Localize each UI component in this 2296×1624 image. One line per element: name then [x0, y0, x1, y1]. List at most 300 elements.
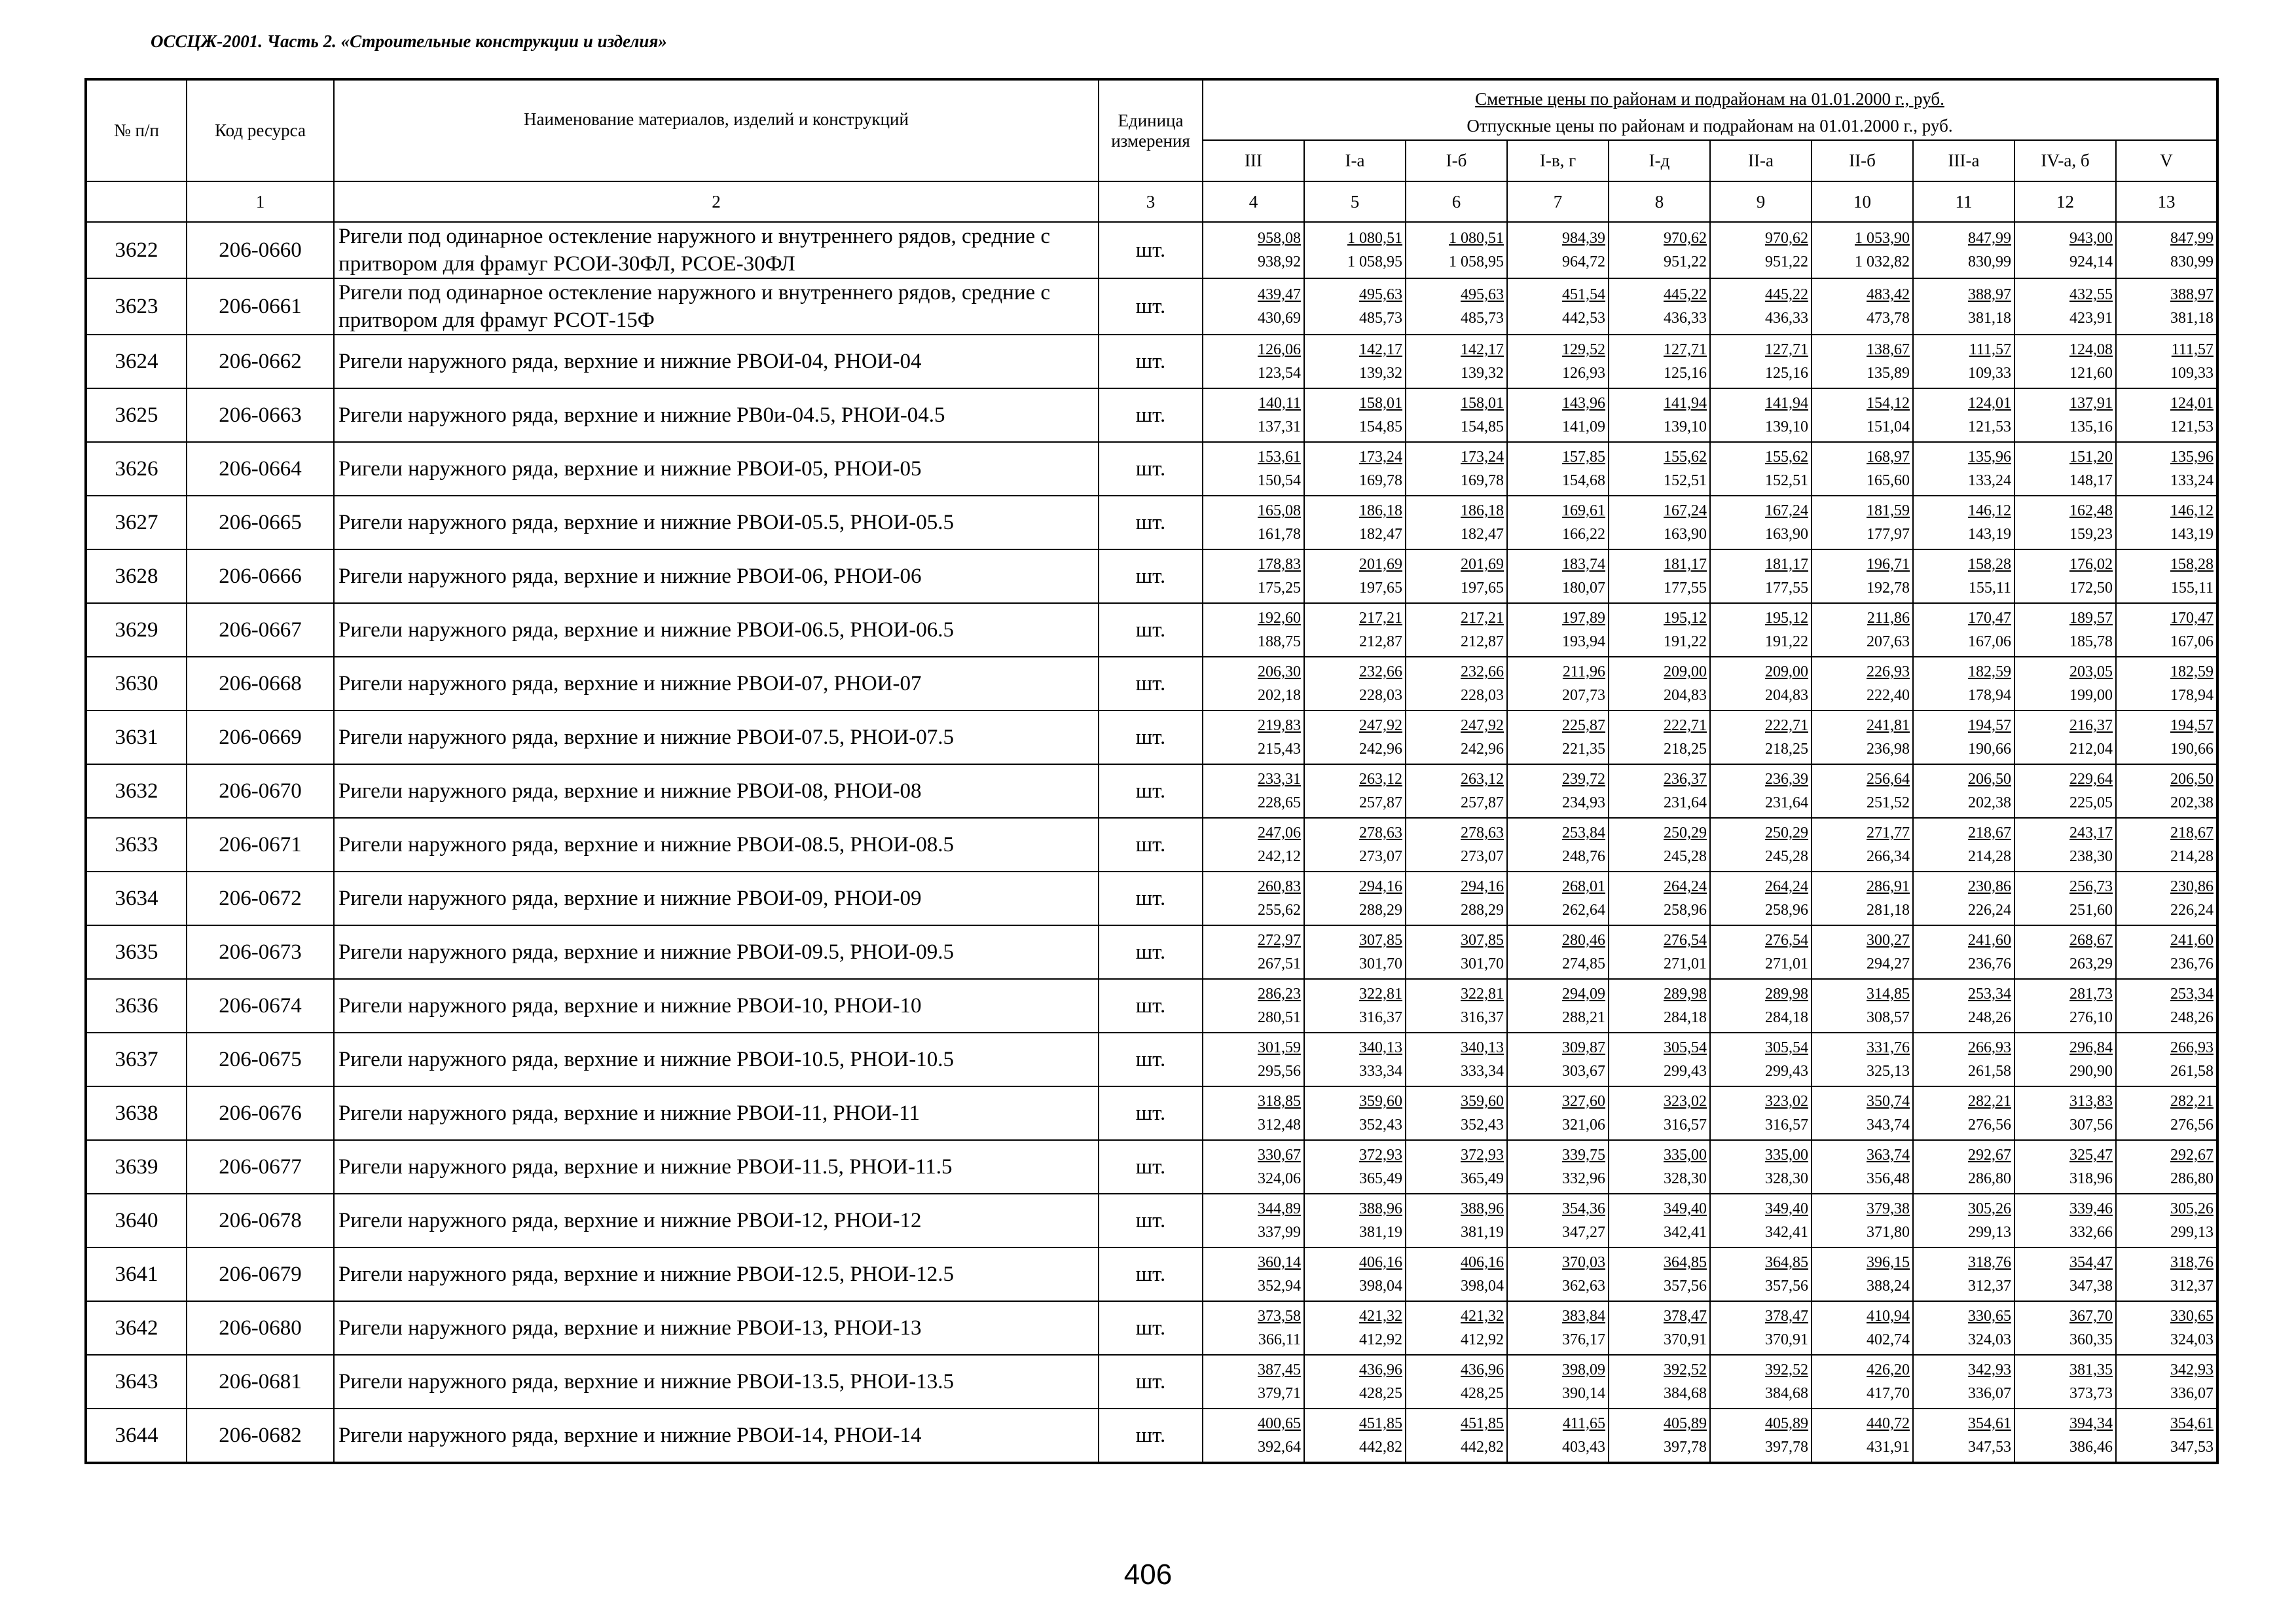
release-price: 207,63 — [1867, 633, 1910, 650]
price-cell — [1304, 442, 1406, 496]
row-number: 3633 — [86, 818, 187, 872]
release-price: 234,93 — [1562, 794, 1605, 811]
price-cell — [1812, 1086, 1913, 1140]
release-price: 308,57 — [1867, 1009, 1910, 1026]
release-price: 245,28 — [1664, 848, 1707, 865]
estimate-price: 388,97 — [1968, 286, 2011, 303]
release-price: 266,34 — [1867, 848, 1910, 865]
release-price: 371,80 — [1867, 1224, 1910, 1241]
resource-code: 206-0678 — [187, 1194, 334, 1247]
release-price: 332,66 — [2069, 1224, 2113, 1241]
row-number: 3630 — [86, 657, 187, 710]
release-price: 271,01 — [1765, 955, 1808, 972]
estimate-price: 230,86 — [1968, 878, 2011, 895]
price-cell — [1710, 710, 1812, 764]
release-price: 360,35 — [2069, 1331, 2113, 1348]
estimate-price: 186,18 — [1359, 502, 1402, 519]
row-number: 3625 — [86, 388, 187, 442]
release-price: 242,12 — [1258, 848, 1301, 865]
release-price: 150,54 — [1258, 472, 1301, 489]
release-price: 236,76 — [2170, 955, 2214, 972]
estimate-price: 354,61 — [1968, 1415, 2011, 1432]
release-price: 185,78 — [2069, 633, 2113, 650]
unit: шт. — [1099, 388, 1203, 442]
estimate-price: 138,67 — [1867, 341, 1910, 358]
release-price: 288,29 — [1461, 902, 1504, 919]
estimate-price: 286,91 — [1867, 878, 1910, 895]
estimate-price: 400,65 — [1258, 1415, 1301, 1432]
estimate-price: 256,64 — [1867, 771, 1910, 788]
release-price: 381,18 — [2170, 310, 2214, 327]
release-price: 191,22 — [1765, 633, 1808, 650]
price-cell — [1507, 1247, 1609, 1301]
resource-code: 206-0664 — [187, 442, 334, 496]
estimate-price: 173,24 — [1359, 449, 1402, 466]
estimate-price: 984,39 — [1562, 230, 1605, 247]
table-row — [86, 979, 2217, 1033]
price-cell — [1203, 818, 1304, 872]
estimate-price: 264,24 — [1765, 878, 1808, 895]
price-cell — [1203, 222, 1304, 278]
release-price: 288,21 — [1562, 1009, 1605, 1026]
estimate-price: 211,96 — [1562, 663, 1605, 680]
release-price: 202,18 — [1258, 687, 1301, 704]
price-cell — [2116, 1409, 2217, 1463]
table-row — [86, 1301, 2217, 1355]
estimate-price: 206,50 — [2170, 771, 2214, 788]
table-row — [86, 818, 2217, 872]
price-cell — [1913, 278, 2014, 335]
estimate-price: 140,11 — [1258, 395, 1301, 412]
estimate-price: 387,45 — [1258, 1361, 1301, 1378]
price-cell — [1913, 1247, 2014, 1301]
price-cell — [1203, 278, 1304, 335]
release-price: 288,29 — [1359, 902, 1402, 919]
resource-code: 206-0675 — [187, 1033, 334, 1086]
release-price: 295,56 — [1258, 1063, 1301, 1080]
release-price: 312,48 — [1258, 1116, 1301, 1134]
price-cell — [1812, 335, 1913, 388]
estimate-price: 405,89 — [1765, 1415, 1808, 1432]
release-price: 301,70 — [1359, 955, 1402, 972]
item-name: Ригели наружного ряда, верхние и нижние РВОИ-09.5, РНОИ-09.5 — [334, 925, 1099, 979]
resource-code: 206-0668 — [187, 657, 334, 710]
release-price: 165,60 — [1867, 472, 1910, 489]
release-price: 299,13 — [2170, 1224, 2214, 1241]
price-cell — [2116, 222, 2217, 278]
price-cell — [1710, 1247, 1812, 1301]
price-cell — [1304, 278, 1406, 335]
estimate-price: 217,21 — [1461, 610, 1504, 627]
price-cell — [1406, 1355, 1507, 1409]
estimate-price: 263,12 — [1461, 771, 1504, 788]
price-cell — [1507, 1086, 1609, 1140]
price-cell — [1710, 1301, 1812, 1355]
table-row — [86, 1140, 2217, 1194]
estimate-price: 127,71 — [1765, 341, 1808, 358]
estimate-price: 436,96 — [1461, 1361, 1504, 1378]
price-cell — [1609, 1247, 1710, 1301]
release-price: 139,32 — [1461, 365, 1504, 382]
estimate-price: 432,55 — [2069, 286, 2113, 303]
estimate-price: 178,83 — [1258, 556, 1301, 573]
estimate-price: 301,59 — [1258, 1039, 1301, 1056]
release-price: 442,53 — [1562, 310, 1605, 327]
price-cell — [1507, 818, 1609, 872]
release-price: 141,09 — [1562, 418, 1605, 435]
price-cell — [1913, 1301, 2014, 1355]
price-cell — [1710, 979, 1812, 1033]
table-row — [86, 1247, 2217, 1301]
price-cell — [1507, 764, 1609, 818]
estimate-price: 359,60 — [1359, 1093, 1402, 1110]
estimate-price: 165,08 — [1258, 502, 1301, 519]
release-price: 398,04 — [1359, 1278, 1402, 1295]
release-price: 143,19 — [1968, 526, 2011, 543]
estimate-price: 232,66 — [1359, 663, 1402, 680]
release-price: 133,24 — [2170, 472, 2214, 489]
estimate-price: 340,13 — [1359, 1039, 1402, 1056]
estimate-price: 495,63 — [1359, 286, 1402, 303]
estimate-price: 421,32 — [1359, 1308, 1402, 1325]
resource-code: 206-0681 — [187, 1355, 334, 1409]
release-price: 257,87 — [1359, 794, 1402, 811]
resource-code: 206-0672 — [187, 872, 334, 925]
column-number: 4 — [1203, 181, 1304, 222]
price-cell — [1812, 278, 1913, 335]
price-cell — [1507, 979, 1609, 1033]
release-price: 430,69 — [1258, 310, 1301, 327]
resource-code: 206-0663 — [187, 388, 334, 442]
estimate-price: 378,47 — [1664, 1308, 1707, 1325]
row-number: 3640 — [86, 1194, 187, 1247]
release-price: 258,96 — [1664, 902, 1707, 919]
price-cell — [1710, 496, 1812, 549]
unit: шт. — [1099, 549, 1203, 603]
estimate-price: 276,54 — [1765, 932, 1808, 949]
release-price: 485,73 — [1359, 310, 1402, 327]
price-cell — [1203, 496, 1304, 549]
estimate-price: 253,34 — [1968, 986, 2011, 1003]
price-cell — [1609, 872, 1710, 925]
estimate-price: 342,93 — [2170, 1361, 2214, 1378]
release-price: 154,85 — [1461, 418, 1504, 435]
release-price: 121,53 — [2170, 418, 2214, 435]
release-price: 263,29 — [2069, 955, 2113, 972]
estimate-price: 239,72 — [1562, 771, 1605, 788]
price-cell — [1609, 335, 1710, 388]
price-table — [84, 78, 2219, 1464]
unit: шт. — [1099, 1194, 1203, 1247]
release-price: 324,03 — [2170, 1331, 2214, 1348]
price-cell — [1304, 979, 1406, 1033]
release-price: 222,40 — [1867, 687, 1910, 704]
estimate-price: 370,03 — [1562, 1254, 1605, 1271]
price-cell — [1913, 1086, 2014, 1140]
release-price: 207,73 — [1562, 687, 1605, 704]
estimate-price: 313,83 — [2069, 1093, 2113, 1110]
price-cell — [1203, 1033, 1304, 1086]
release-price: 381,18 — [1968, 310, 2011, 327]
release-price: 370,91 — [1664, 1331, 1707, 1348]
price-cell — [1710, 222, 1812, 278]
region-header: III — [1203, 140, 1304, 181]
price-cell — [1406, 549, 1507, 603]
estimate-price: 367,70 — [2069, 1308, 2113, 1325]
column-number: 1 — [187, 181, 334, 222]
estimate-price: 195,12 — [1765, 610, 1808, 627]
price-cell — [1710, 1355, 1812, 1409]
row-number: 3627 — [86, 496, 187, 549]
price-cell — [1710, 1033, 1812, 1086]
resource-code: 206-0671 — [187, 818, 334, 872]
estimate-price: 305,54 — [1664, 1039, 1707, 1056]
row-number: 3644 — [86, 1409, 187, 1463]
price-cell — [1609, 764, 1710, 818]
estimate-price: 158,01 — [1359, 395, 1402, 412]
price-cell — [1304, 764, 1406, 818]
item-name: Ригели наружного ряда, верхние и нижние РВОИ-08, РНОИ-08 — [334, 764, 1099, 818]
release-price: 172,50 — [2069, 580, 2113, 597]
price-cell — [1304, 1247, 1406, 1301]
estimate-price: 222,71 — [1664, 717, 1707, 734]
price-cell — [1812, 710, 1913, 764]
price-cell — [1609, 1194, 1710, 1247]
release-price: 342,41 — [1664, 1224, 1707, 1241]
price-cell — [1710, 764, 1812, 818]
price-cell — [1913, 549, 2014, 603]
price-cell — [2116, 710, 2217, 764]
price-cell — [1203, 979, 1304, 1033]
estimate-price: 325,47 — [2069, 1147, 2113, 1164]
release-price: 166,22 — [1562, 526, 1605, 543]
price-cell — [1710, 872, 1812, 925]
release-price: 423,91 — [2069, 310, 2113, 327]
unit: шт. — [1099, 710, 1203, 764]
price-cell — [1812, 925, 1913, 979]
estimate-price: 124,01 — [2170, 395, 2214, 412]
estimate-price: 388,97 — [2170, 286, 2214, 303]
release-price: 312,37 — [1968, 1278, 2011, 1295]
price-cell — [2014, 764, 2116, 818]
unit: шт. — [1099, 657, 1203, 710]
release-price: 155,11 — [1968, 580, 2011, 597]
estimate-price: 141,94 — [1765, 395, 1808, 412]
price-cell — [1203, 1355, 1304, 1409]
estimate-price: 294,16 — [1359, 878, 1402, 895]
resource-code: 206-0676 — [187, 1086, 334, 1140]
estimate-price: 176,02 — [2069, 556, 2113, 573]
price-cell — [2014, 335, 2116, 388]
release-price: 428,25 — [1461, 1385, 1504, 1402]
resource-code: 206-0680 — [187, 1301, 334, 1355]
estimate-price: 182,59 — [2170, 663, 2214, 680]
price-cell — [1304, 1033, 1406, 1086]
price-cell — [2116, 388, 2217, 442]
price-cell — [1609, 657, 1710, 710]
row-number: 3642 — [86, 1301, 187, 1355]
price-cell — [2014, 1409, 2116, 1463]
release-price: 951,22 — [1765, 253, 1808, 270]
price-cell — [1609, 1301, 1710, 1355]
region-header: I-в, г — [1507, 140, 1609, 181]
estimate-price: 154,12 — [1867, 395, 1910, 412]
price-cell — [1203, 710, 1304, 764]
release-price: 137,31 — [1258, 418, 1301, 435]
row-number: 3629 — [86, 603, 187, 657]
estimate-price: 169,61 — [1562, 502, 1605, 519]
estimate-price: 1 053,90 — [1855, 230, 1910, 247]
release-price: 182,47 — [1461, 526, 1504, 543]
price-cell — [1812, 496, 1913, 549]
estimate-price: 226,93 — [1867, 663, 1910, 680]
price-cell — [1203, 657, 1304, 710]
estimate-price: 451,54 — [1562, 286, 1605, 303]
price-cell — [1710, 603, 1812, 657]
estimate-price: 318,85 — [1258, 1093, 1301, 1110]
release-price: 212,87 — [1359, 633, 1402, 650]
estimate-price: 162,48 — [2069, 502, 2113, 519]
estimate-price: 307,85 — [1359, 932, 1402, 949]
price-cell — [1304, 549, 1406, 603]
estimate-price: 300,27 — [1867, 932, 1910, 949]
item-name: Ригели наружного ряда, верхние и нижние РВОИ-04, РНОИ-04 — [334, 335, 1099, 388]
estimate-price: 305,54 — [1765, 1039, 1808, 1056]
release-price: 238,30 — [2069, 848, 2113, 865]
price-cell — [2116, 603, 2217, 657]
release-price: 193,94 — [1562, 633, 1605, 650]
release-price: 830,99 — [1968, 253, 2011, 270]
release-price: 347,38 — [2069, 1278, 2113, 1295]
row-number: 3641 — [86, 1247, 187, 1301]
estimate-price: 495,63 — [1461, 286, 1504, 303]
price-cell — [1609, 1140, 1710, 1194]
estimate-price: 111,57 — [2171, 341, 2214, 358]
item-name: Ригели наружного ряда, верхние и нижние РВОИ-07.5, РНОИ-07.5 — [334, 710, 1099, 764]
release-price: 226,24 — [2170, 902, 2214, 919]
item-name: Ригели наружного ряда, верхние и нижние РВОИ-11, РНОИ-11 — [334, 1086, 1099, 1140]
release-price: 197,65 — [1359, 580, 1402, 597]
price-cell — [1406, 1033, 1507, 1086]
release-price: 126,93 — [1562, 365, 1605, 382]
row-number: 3634 — [86, 872, 187, 925]
release-price: 255,62 — [1258, 902, 1301, 919]
resource-code: 206-0669 — [187, 710, 334, 764]
price-cell — [2014, 979, 2116, 1033]
unit: шт. — [1099, 1247, 1203, 1301]
release-price: 301,70 — [1461, 955, 1504, 972]
release-price: 328,30 — [1765, 1170, 1808, 1187]
price-cell — [1406, 335, 1507, 388]
item-name: Ригели наружного ряда, верхние и нижние РВОИ-13, РНОИ-13 — [334, 1301, 1099, 1355]
release-price: 431,91 — [1867, 1439, 1910, 1456]
price-cell — [1609, 603, 1710, 657]
price-cell — [1913, 1194, 2014, 1247]
price-cell — [1812, 549, 1913, 603]
estimate-price: 344,89 — [1258, 1200, 1301, 1217]
price-cell — [2116, 1301, 2217, 1355]
estimate-price: 943,00 — [2069, 230, 2113, 247]
price-cell — [2116, 925, 2217, 979]
item-name: Ригели наружного ряда, верхние и нижние РВОИ-07, РНОИ-07 — [334, 657, 1099, 710]
estimate-price: 309,87 — [1562, 1039, 1605, 1056]
table-row — [86, 442, 2217, 496]
estimate-price: 483,42 — [1867, 286, 1910, 303]
estimate-price: 167,24 — [1765, 502, 1808, 519]
price-cell — [2116, 335, 2217, 388]
estimate-price: 314,85 — [1867, 986, 1910, 1003]
price-cell — [1203, 549, 1304, 603]
row-number: 3628 — [86, 549, 187, 603]
estimate-price: 201,69 — [1359, 556, 1402, 573]
estimate-price: 126,06 — [1258, 341, 1301, 358]
estimate-price: 451,85 — [1359, 1415, 1402, 1432]
release-price: 231,64 — [1765, 794, 1808, 811]
estimate-price: 970,62 — [1765, 230, 1808, 247]
table-body — [86, 222, 2217, 1463]
release-price: 294,27 — [1867, 955, 1910, 972]
estimate-price: 340,13 — [1461, 1039, 1504, 1056]
item-name: Ригели наружного ряда, верхние и нижние РВОИ-11.5, РНОИ-11.5 — [334, 1140, 1099, 1194]
estimate-price: 410,94 — [1867, 1308, 1910, 1325]
estimate-price: 151,20 — [2069, 449, 2113, 466]
resource-code: 206-0661 — [187, 278, 334, 335]
estimate-price: 268,67 — [2069, 932, 2113, 949]
release-price: 245,28 — [1765, 848, 1808, 865]
table-row — [86, 496, 2217, 549]
release-price: 428,25 — [1359, 1385, 1402, 1402]
estimate-price: 364,85 — [1765, 1254, 1808, 1271]
price-cell — [1812, 1409, 1913, 1463]
unit: шт. — [1099, 222, 1203, 278]
release-price: 1 032,82 — [1855, 253, 1910, 270]
price-cell — [2116, 442, 2217, 496]
release-price: 392,64 — [1258, 1439, 1301, 1456]
resource-code: 206-0673 — [187, 925, 334, 979]
price-cell — [1609, 979, 1710, 1033]
release-price: 473,78 — [1867, 310, 1910, 327]
estimate-price: 282,21 — [1968, 1093, 2011, 1110]
price-cell — [1304, 335, 1406, 388]
release-price: 139,10 — [1765, 418, 1808, 435]
estimate-price: 243,17 — [2069, 824, 2113, 841]
release-price: 273,07 — [1461, 848, 1504, 865]
price-cell — [1913, 442, 2014, 496]
price-cell — [2116, 1033, 2217, 1086]
release-price: 214,28 — [2170, 848, 2214, 865]
unit: шт. — [1099, 1033, 1203, 1086]
item-name: Ригели наружного ряда, верхние и нижние РВОИ-08.5, РНОИ-08.5 — [334, 818, 1099, 872]
price-cell — [1507, 1355, 1609, 1409]
price-cell — [1203, 1409, 1304, 1463]
price-cell — [2014, 818, 2116, 872]
release-price: 325,13 — [1867, 1063, 1910, 1080]
price-cell — [1812, 1355, 1913, 1409]
release-price: 1 058,95 — [1449, 253, 1504, 270]
price-cell — [1913, 925, 2014, 979]
estimate-price: 406,16 — [1359, 1254, 1402, 1271]
price-cell — [1507, 1033, 1609, 1086]
release-price: 316,37 — [1461, 1009, 1504, 1026]
price-cell — [1203, 764, 1304, 818]
estimate-price: 173,24 — [1461, 449, 1504, 466]
column-number: 5 — [1304, 181, 1406, 222]
table-row — [86, 1355, 2217, 1409]
estimate-price: 398,09 — [1562, 1361, 1605, 1378]
price-cell — [1406, 603, 1507, 657]
release-price: 261,58 — [1968, 1063, 2011, 1080]
region-header: I-д — [1609, 140, 1710, 181]
